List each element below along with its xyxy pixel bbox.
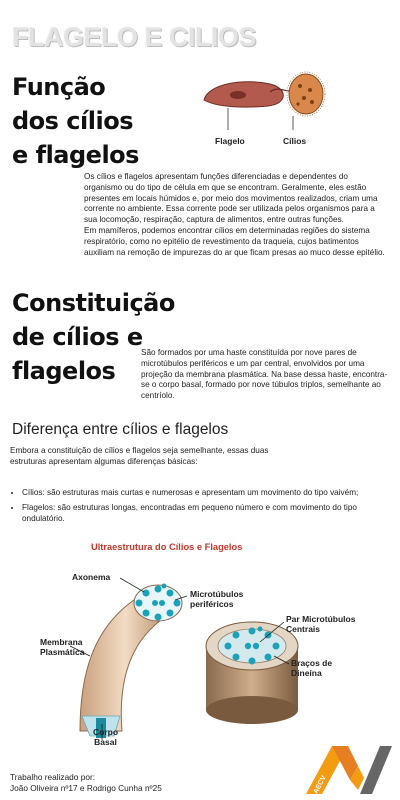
aecv-logo: [302, 742, 394, 798]
label-line: Plasmática: [40, 647, 85, 657]
label-line: Centrais: [286, 624, 321, 634]
diferenca-heading: Diferença entre cílios e flagelos: [12, 421, 229, 438]
section-heading-funcao: [12, 70, 139, 172]
svg-text:AECV: AECV: [312, 774, 328, 796]
label-line: periféricos: [190, 599, 234, 609]
heading-line: de cílios e: [12, 323, 143, 351]
label-microtubulos-perifericos: [190, 589, 243, 609]
label-axonema: Axonema: [72, 572, 111, 582]
label-line: Braços de: [291, 658, 333, 668]
heading-line: Função: [12, 73, 106, 101]
credits: [10, 772, 162, 794]
list-item: • Flagelos: são estruturas longas, encontradas em pequeno número e com movimento do tipo ondulatório.: [22, 503, 390, 525]
label-line: Microtúbulos: [190, 589, 244, 599]
diferenca-list: [10, 488, 390, 528]
diferenca-intro: Embora a constituição de cílios e flagelos seja semelhante, essas duas estruturas apresentam algumas diferenças básicas:: [10, 446, 269, 466]
heading-line: flagelos: [12, 357, 116, 385]
label-line: Basal: [94, 737, 117, 747]
credits-line: Trabalho realizado por:: [10, 772, 96, 782]
list-item: • Cílios: são estruturas mais curtas e numerosas e apresentam um movimento do tipo vaivém;: [22, 488, 390, 499]
label-par-microtubulos-centrais: [286, 614, 355, 634]
label-line: Dineína: [291, 668, 322, 678]
funcao-paragraph: [84, 172, 388, 258]
heading-line: Constituição: [12, 289, 175, 317]
label-line: Corpo: [93, 727, 119, 737]
label-bracos-dineina: [291, 658, 332, 678]
diagram-title: Ultraestrutura do Cílios e Flagelos: [91, 542, 243, 552]
credits-line: João Oliveira nº17 e Rodrigo Cunha nº25: [10, 783, 162, 793]
label-corpo-basal: [93, 727, 118, 747]
label-membrana-plasmatica: [40, 637, 84, 657]
label-line: Membrana: [40, 637, 83, 647]
paragraph: Em mamíferos, podemos encontrar cílios em determinadas regiões do sistema respiratório, como no epitélio de revestimento da traqueia, cujos batimentos auxiliam na remoção de impurezas do ar que ficam presas ao muco desse epitélio.: [84, 225, 385, 257]
label-line: Par Microtúbulos: [286, 614, 356, 624]
constituicao-paragraph: São formados por uma haste constituída por nove pares de microtúbulos periféricos e um par central, envolvidos por uma projeção da membrana plasmática. Na base dessa haste, encontra-se o corpo basal, formado por nove túbulos triplos, semelhante ao centríolo.: [141, 348, 388, 401]
heading-line: dos cílios: [12, 107, 133, 135]
label-flagelo: Flagelo: [215, 136, 245, 146]
paragraph: Os cílios e flagelos apresentam funções diferenciadas e dependentes do organismo ou do tipo de célula em que se encontram. Geralmente, eles estão presentes em locais húmidos e, por meio dos movimentos realizados, criam uma corrente no ambiente. Essa corrente pode ser utilizada pelos organismos para a sua locomoção, respiração, captura de alimentos, entre outras funções.: [84, 172, 378, 225]
label-cilios: Cílios: [283, 136, 307, 146]
heading-line: e flagelos: [12, 141, 139, 169]
page-title: FLAGELO E CILIOS: [12, 22, 257, 52]
